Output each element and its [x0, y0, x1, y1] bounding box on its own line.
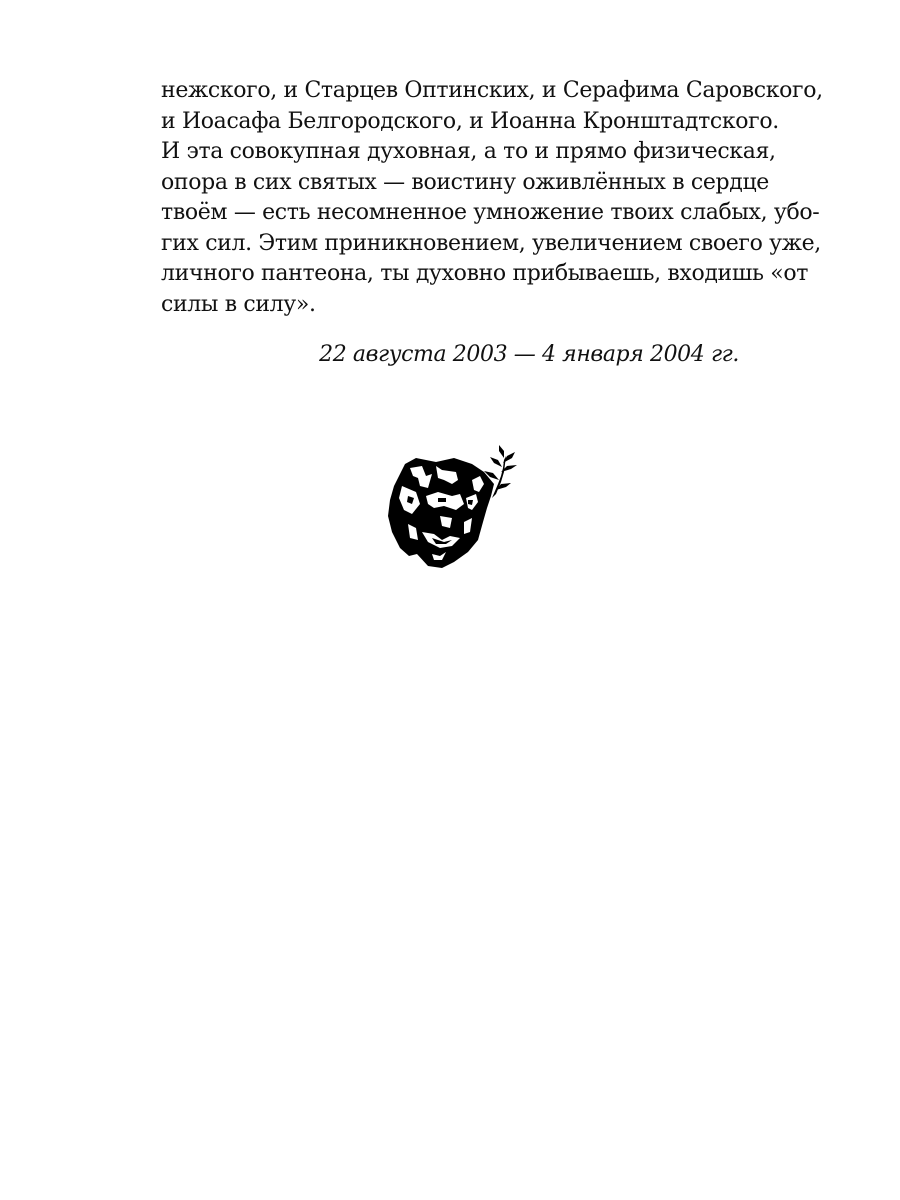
- paragraph-line: силы в силу».: [161, 291, 316, 317]
- paragraph-line: личного пантеона, ты духовно прибываешь, входишь «от: [161, 261, 809, 286]
- body-paragraph: [161, 76, 823, 320]
- paragraph-line: нежского, и Старцев Оптинских, и Серафима Саровского,: [161, 78, 823, 103]
- paragraph-line: и Иоасафа Белгородского, и Иоанна Кронштадтского.: [161, 108, 779, 134]
- date-signature: 22 августа 2003 — 4 января 2004 гг.: [319, 342, 739, 367]
- paragraph-line: опора в сих святых — воистину оживлённых в сердце: [161, 169, 769, 195]
- paragraph-line: твоём — есть несомненное умножение твоих слабых, убо-: [161, 200, 820, 225]
- paragraph-line: гих сил. Этим приникновением, увеличением своего уже,: [161, 230, 821, 256]
- publisher-emblem-icon: [380, 436, 520, 576]
- paragraph-line: И эта совокупная духовная, а то и прямо физическая,: [161, 139, 776, 164]
